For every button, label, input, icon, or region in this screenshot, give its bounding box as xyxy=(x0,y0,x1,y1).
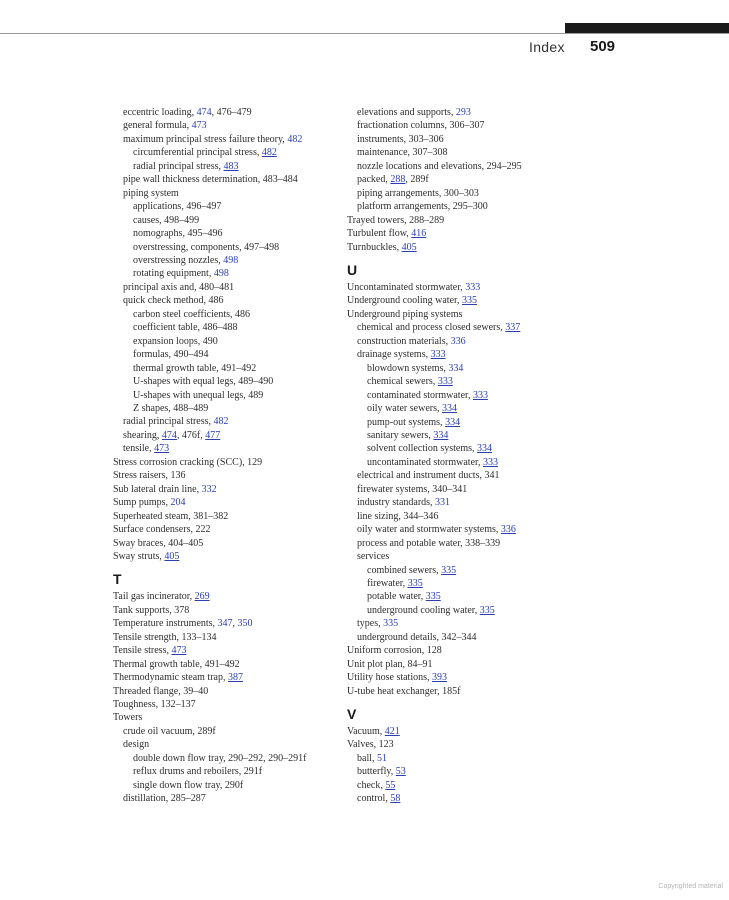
index-entry xyxy=(113,617,338,630)
index-subentry xyxy=(347,362,597,375)
entry-text: pipe wall thickness determination, 483–484 xyxy=(123,174,298,186)
entry-text: Sub lateral drain line, xyxy=(113,483,202,495)
entry-text: construction materials, xyxy=(357,335,451,347)
entry-text: coefficient table, 486–488 xyxy=(133,322,238,334)
page-reference-link[interactable]: 350 xyxy=(237,618,253,630)
page-reference-link[interactable]: 347 xyxy=(217,618,233,630)
entry-text: shearing, xyxy=(123,429,162,441)
page-reference-link[interactable]: 336 xyxy=(500,524,516,536)
page-reference-link[interactable]: 332 xyxy=(201,483,217,495)
entry-text: expansion loops, 490 xyxy=(133,335,218,347)
index-subentry xyxy=(347,375,597,388)
entry-text: underground cooling water, xyxy=(367,604,480,616)
index-subentry xyxy=(347,779,597,792)
index-letter-heading: U xyxy=(347,261,358,278)
index-entry xyxy=(347,308,597,321)
index-subentry xyxy=(113,442,338,455)
index-entry xyxy=(113,456,338,469)
entry-text: Sump pumps, xyxy=(113,497,171,509)
page-reference-link[interactable]: 335 xyxy=(479,604,495,616)
entry-text: underground details, 342–344 xyxy=(357,631,477,643)
page-reference-link[interactable]: 405 xyxy=(164,550,180,562)
entry-text: potable water, xyxy=(367,591,426,603)
page-reference-link[interactable]: 53 xyxy=(395,766,406,778)
index-column-right xyxy=(347,106,597,806)
entry-text: Threaded flange, 39–40 xyxy=(113,685,209,697)
index-subentry xyxy=(347,321,597,334)
index-subentry xyxy=(113,119,338,132)
entry-text: electrical and instrument ducts, 341 xyxy=(357,470,500,482)
page-reference-link[interactable]: 334 xyxy=(445,416,461,428)
index-subentry xyxy=(347,577,597,590)
page-reference-link[interactable]: 474 xyxy=(161,429,177,441)
page-reference-link[interactable]: 477 xyxy=(205,429,221,441)
entry-text: Unit plot plan, 84–91 xyxy=(347,658,433,670)
entry-text: industry standards, xyxy=(357,497,436,509)
index-subentry xyxy=(347,469,597,482)
entry-text: overstressing, components, 497–498 xyxy=(133,241,280,253)
entry-text: U-tube heat exchanger, 185f xyxy=(347,685,461,697)
page-reference-link[interactable]: 51 xyxy=(377,752,387,764)
entry-text: Sway braces, 404–405 xyxy=(113,537,204,549)
entry-text: sanitary sewers, xyxy=(367,429,434,441)
entry-text: tensile, xyxy=(123,443,155,455)
index-subentry xyxy=(347,752,597,765)
page-reference-link[interactable]: 335 xyxy=(383,618,399,630)
index-subentry xyxy=(113,133,338,146)
entry-text: distillation, 285–287 xyxy=(123,793,206,805)
entry-text: Trayed towers, 288–289 xyxy=(347,214,445,226)
index-subentry xyxy=(347,456,597,469)
page-reference-link[interactable]: 333 xyxy=(437,376,453,388)
entry-text: platform arrangements, 295–300 xyxy=(357,201,488,213)
index-subentry xyxy=(113,765,338,778)
index-subentry xyxy=(113,779,338,792)
index-subentry xyxy=(113,752,338,765)
entry-text: radial principal stress, xyxy=(133,160,224,172)
index-subentry xyxy=(113,200,338,213)
entry-text: packed, xyxy=(357,174,391,186)
entry-text: services xyxy=(357,551,390,563)
page-reference-link[interactable]: 55 xyxy=(385,779,396,791)
page-reference-link[interactable]: 474 xyxy=(196,107,212,118)
index-entry xyxy=(347,738,597,751)
index-subentry xyxy=(113,335,338,348)
index-subentry xyxy=(113,402,338,415)
index-entry xyxy=(347,214,597,227)
entry-text: general formula, xyxy=(123,120,192,132)
page-reference-link[interactable]: 204 xyxy=(170,497,186,509)
index-subentry xyxy=(347,550,597,563)
page-reference-link[interactable]: 473 xyxy=(154,443,170,455)
entry-text: process and potable water, 338–339 xyxy=(357,537,501,549)
entry-text: reflux drums and reboilers, 291f xyxy=(133,766,263,778)
entry-text: Toughness, 132–137 xyxy=(113,699,196,711)
index-subentry xyxy=(347,496,597,509)
page-reference-link[interactable]: 421 xyxy=(384,726,400,738)
entry-text: Tensile stress, xyxy=(113,645,172,657)
index-subentry xyxy=(347,348,597,361)
entry-text: Temperature instruments, xyxy=(113,618,218,630)
index-entry xyxy=(347,241,597,254)
page-number: 509 xyxy=(590,38,616,55)
index-subentry xyxy=(113,389,338,402)
entry-text: principal axis and, 480–481 xyxy=(123,281,235,293)
index-subentry xyxy=(347,187,597,200)
index-entry xyxy=(347,294,597,307)
entry-text: Superheated steam, 381–382 xyxy=(113,510,229,522)
index-subentry xyxy=(347,617,597,630)
index-subentry xyxy=(347,604,597,617)
index-entry xyxy=(113,523,338,536)
entry-text: single down flow tray, 290f xyxy=(133,779,244,791)
index-entry xyxy=(347,644,597,657)
index-entry xyxy=(347,281,597,294)
index-subentry xyxy=(113,254,338,267)
index-entry xyxy=(113,469,338,482)
index-subentry xyxy=(113,187,338,200)
entry-text: radial principal stress, xyxy=(123,416,214,428)
entry-text: line sizing, 344–346 xyxy=(357,510,439,522)
index-subentry xyxy=(347,173,597,186)
entry-text: Thermodynamic steam trap, xyxy=(113,672,228,684)
entry-text: oily water sewers, xyxy=(367,403,442,415)
entry-text: maximum principal stress failure theory, xyxy=(123,133,288,145)
page-reference-link[interactable]: 333 xyxy=(482,456,498,468)
index-entry xyxy=(347,725,597,738)
entry-text: Stress corrosion cracking (SCC), 129 xyxy=(113,456,263,468)
page-reference-link[interactable]: 387 xyxy=(227,672,243,684)
index-entry xyxy=(113,631,338,644)
index-letter-heading: V xyxy=(347,706,357,723)
index-subentry xyxy=(113,362,338,375)
entry-text: oily water and stormwater systems, xyxy=(357,524,501,536)
entry-text: drainage systems, xyxy=(357,349,431,361)
index-subentry xyxy=(347,106,597,119)
entry-text: chemical and process closed sewers, xyxy=(357,322,506,334)
page-reference-link[interactable]: 336 xyxy=(450,335,466,347)
index-entry xyxy=(113,496,338,509)
entry-text: contaminated stormwater, xyxy=(367,389,473,401)
page-reference-text: , 476f, xyxy=(176,429,206,441)
index-entry xyxy=(113,685,338,698)
page-reference-link[interactable]: 334 xyxy=(433,429,449,441)
index-entry xyxy=(113,671,338,684)
page-reference-link[interactable]: 337 xyxy=(505,322,521,334)
entry-text: U-shapes with unequal legs, 489 xyxy=(133,389,264,401)
index-subentry xyxy=(113,429,338,442)
page-reference-link[interactable]: 482 xyxy=(287,133,303,145)
index-subentry xyxy=(113,281,338,294)
entry-text: rotating equipment, xyxy=(133,268,214,280)
index-subentry xyxy=(347,389,597,402)
entry-text: causes, 498–499 xyxy=(133,214,200,226)
entry-text: blowdown systems, xyxy=(367,362,449,374)
page-reference-text: , xyxy=(232,618,238,630)
page-reference-link[interactable]: 483 xyxy=(223,160,239,172)
entry-text: carbon steel coefficients, 486 xyxy=(133,308,250,320)
index-entry xyxy=(113,550,338,563)
page-reference-link[interactable]: 473 xyxy=(171,645,187,657)
entry-text: ball, xyxy=(357,752,377,764)
index-subentry xyxy=(113,348,338,361)
entry-text: Stress raisers, 136 xyxy=(113,470,186,482)
entry-text: double down flow tray, 290–292, 290–291f xyxy=(133,752,307,764)
entry-text: nomographs, 495–496 xyxy=(133,228,223,240)
entry-text: quick check method, 486 xyxy=(123,295,224,307)
entry-text: piping system xyxy=(123,187,179,199)
page-reference-link[interactable]: 335 xyxy=(461,295,477,307)
page-reference-text: , 476–479 xyxy=(211,107,252,118)
index-entry xyxy=(113,537,338,550)
index-entry xyxy=(113,604,338,617)
running-header-label: Index xyxy=(529,39,565,55)
index-subentry xyxy=(347,483,597,496)
index-subentry xyxy=(347,765,597,778)
entry-text: chemical sewers, xyxy=(367,376,438,388)
index-subentry xyxy=(113,173,338,186)
page-reference-link[interactable]: 335 xyxy=(407,577,423,589)
entry-text: Tank supports, 378 xyxy=(113,604,190,616)
index-subentry xyxy=(347,335,597,348)
entry-text: crude oil vacuum, 289f xyxy=(123,725,216,737)
entry-text: uncontaminated stormwater, xyxy=(367,456,483,468)
index-subentry xyxy=(347,416,597,429)
entry-text: Vacuum, xyxy=(347,726,385,738)
page-reference-link[interactable]: 473 xyxy=(191,120,207,132)
page-reference-link[interactable]: 333 xyxy=(430,349,446,361)
page-reference-link[interactable]: 405 xyxy=(401,241,417,253)
index-subentry xyxy=(113,294,338,307)
header-rule xyxy=(0,33,729,34)
page-reference-link[interactable]: 333 xyxy=(465,281,481,293)
index-subentry xyxy=(113,415,338,428)
index-subentry xyxy=(347,160,597,173)
entry-text: nozzle locations and elevations, 294–295 xyxy=(357,160,522,172)
index-subentry xyxy=(113,106,338,119)
entry-text: Towers xyxy=(113,712,143,724)
entry-text: Turnbuckles, xyxy=(347,241,402,253)
index-entry xyxy=(347,671,597,684)
entry-text: control, xyxy=(357,793,391,805)
entry-text: types, xyxy=(357,618,384,630)
entry-text: Utility hose stations, xyxy=(347,672,432,684)
index-subentry xyxy=(113,792,338,805)
entry-text: Thermal growth table, 491–492 xyxy=(113,658,240,670)
page-reference-link[interactable]: 331 xyxy=(435,497,451,509)
entry-text: design xyxy=(123,739,150,751)
page-reference-link[interactable]: 334 xyxy=(448,362,464,374)
index-subentry xyxy=(113,267,338,280)
index-subentry xyxy=(113,321,338,334)
index-subentry xyxy=(347,537,597,550)
entry-text: firewater systems, 340–341 xyxy=(357,483,468,495)
page-reference-link[interactable]: 333 xyxy=(472,389,488,401)
index-subentry xyxy=(347,402,597,415)
entry-text: Tensile strength, 133–134 xyxy=(113,631,217,643)
entry-text: instruments, 303–306 xyxy=(357,133,444,145)
entry-text: U-shapes with equal legs, 489–490 xyxy=(133,376,274,388)
entry-text: butterfly, xyxy=(357,766,396,778)
index-entry xyxy=(347,658,597,671)
entry-text: Sway struts, xyxy=(113,550,165,562)
index-subentry xyxy=(347,442,597,455)
index-subentry xyxy=(113,241,338,254)
entry-text: Uniform corrosion, 128 xyxy=(347,645,442,657)
index-entry xyxy=(113,711,338,724)
entry-text: formulas, 490–494 xyxy=(133,349,209,361)
index-entry xyxy=(347,227,597,240)
index-entry xyxy=(113,510,338,523)
index-entry xyxy=(347,685,597,698)
page-reference-text: , 289f xyxy=(405,174,429,186)
entry-text: check, xyxy=(357,779,386,791)
entry-text: firewater, xyxy=(367,577,408,589)
entry-text: elevations and supports, xyxy=(357,107,456,118)
entry-text: Turbulent flow, xyxy=(347,228,412,240)
entry-text: Tail gas incinerator, xyxy=(113,591,195,603)
entry-text: overstressing nozzles, xyxy=(133,254,224,266)
index-subentry xyxy=(347,631,597,644)
entry-text: Surface condensers, 222 xyxy=(113,524,211,536)
page-reference-link[interactable]: 293 xyxy=(455,107,471,118)
index-subentry xyxy=(347,523,597,536)
index-letter-heading: T xyxy=(113,571,122,588)
entry-text: applications, 496–497 xyxy=(133,201,222,213)
entry-text: solvent collection systems, xyxy=(367,443,477,455)
page-reference-link[interactable]: 269 xyxy=(194,591,210,603)
entry-text: Uncontaminated stormwater, xyxy=(347,281,466,293)
index-entry xyxy=(113,644,338,657)
entry-text: combined sewers, xyxy=(367,564,442,576)
index-entry xyxy=(113,658,338,671)
index-subentry xyxy=(347,200,597,213)
index-subentry xyxy=(113,725,338,738)
page-reference-link[interactable]: 288 xyxy=(390,174,406,186)
index-subentry xyxy=(347,792,597,805)
index-column-left xyxy=(113,106,338,806)
entry-text: thermal growth table, 491–492 xyxy=(133,362,257,374)
index-subentry xyxy=(347,590,597,603)
index-subentry xyxy=(113,160,338,173)
page-reference-link[interactable]: 335 xyxy=(425,591,441,603)
page-reference-link[interactable]: 58 xyxy=(390,793,401,805)
index-subentry xyxy=(113,308,338,321)
entry-text: circumferential principal stress, xyxy=(133,147,262,159)
index-subentry xyxy=(113,227,338,240)
index-subentry xyxy=(113,146,338,159)
page-reference-link[interactable]: 334 xyxy=(477,443,492,455)
entry-text: pump-out systems, xyxy=(367,416,446,428)
entry-text: maintenance, 307–308 xyxy=(357,147,448,159)
index-subentry xyxy=(347,119,597,132)
entry-text: fractionation columns, 306–307 xyxy=(357,120,485,132)
index-subentry xyxy=(347,564,597,577)
index-entry xyxy=(113,698,338,711)
entry-text: piping arrangements, 300–303 xyxy=(357,187,479,199)
page-reference-link[interactable]: 498 xyxy=(213,268,229,280)
index-subentry xyxy=(347,133,597,146)
index-subentry xyxy=(113,738,338,751)
entry-text: Underground cooling water, xyxy=(347,295,462,307)
page-reference-link[interactable]: 393 xyxy=(432,672,447,684)
page-reference-link[interactable]: 482 xyxy=(261,147,277,159)
page-reference-link[interactable]: 482 xyxy=(213,416,229,428)
index-subentry xyxy=(113,214,338,227)
index-subentry xyxy=(347,146,597,159)
index-subentry xyxy=(347,510,597,523)
entry-text: Z shapes, 488–489 xyxy=(133,402,209,414)
copyright-notice: Copyrighted material xyxy=(658,883,723,890)
page-reference-link[interactable]: 334 xyxy=(441,403,457,415)
entry-text: Underground piping systems xyxy=(347,308,463,320)
page-reference-link[interactable]: 498 xyxy=(223,254,239,266)
entry-text: Valves, 123 xyxy=(347,739,394,751)
page-reference-link[interactable]: 335 xyxy=(441,564,457,576)
index-entry xyxy=(113,483,338,496)
page-reference-link[interactable]: 416 xyxy=(411,228,427,240)
index-entry xyxy=(113,590,338,603)
index-subentry xyxy=(113,375,338,388)
index-subentry xyxy=(347,429,597,442)
entry-text: eccentric loading, xyxy=(123,107,197,118)
